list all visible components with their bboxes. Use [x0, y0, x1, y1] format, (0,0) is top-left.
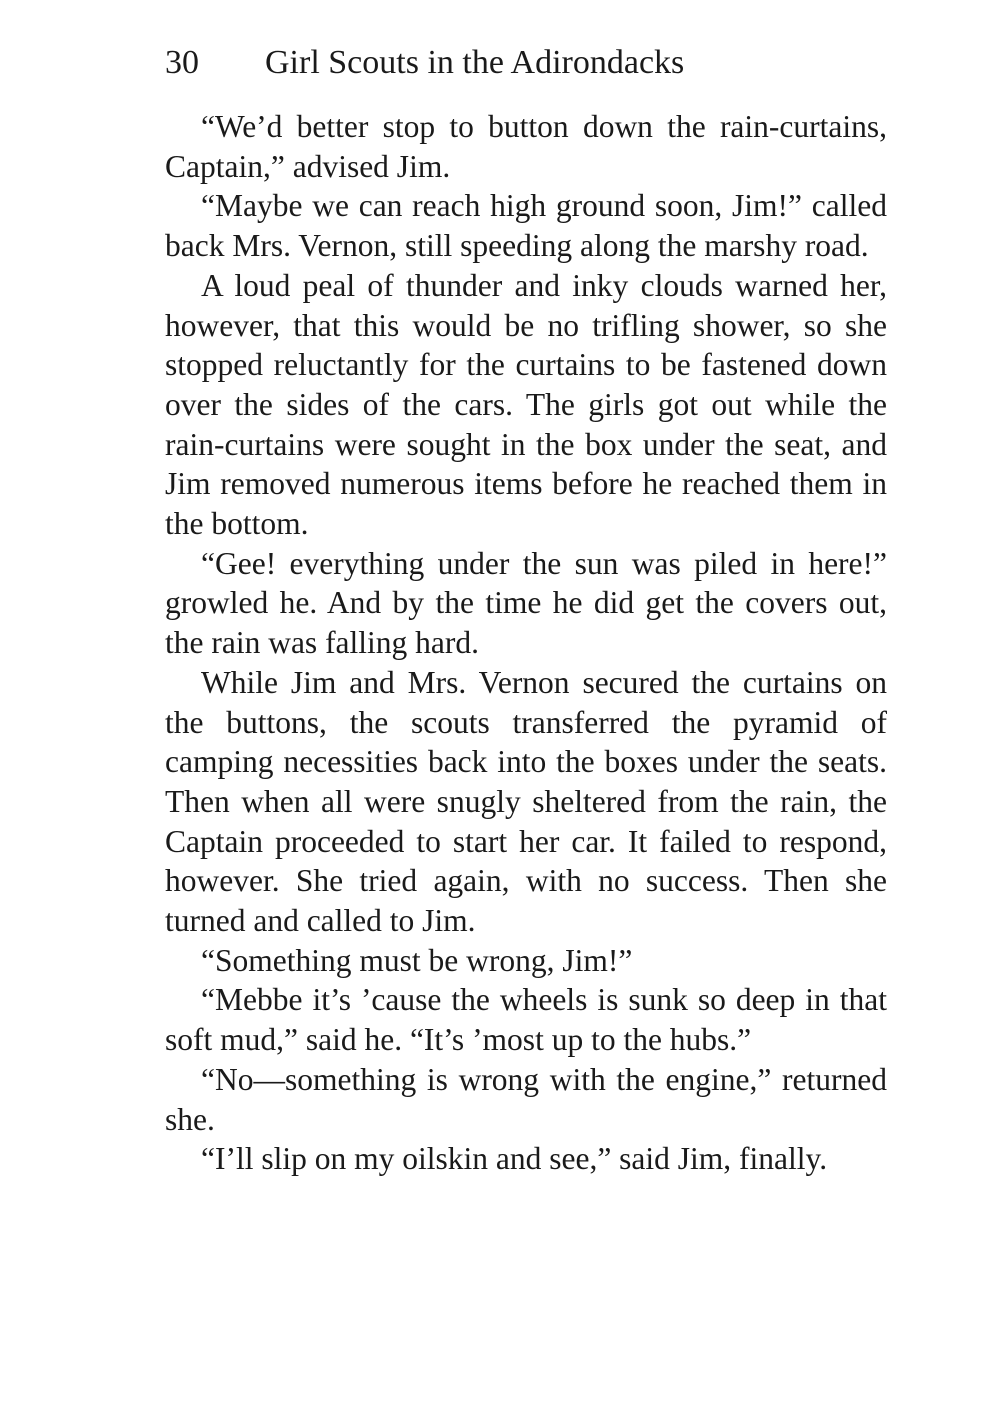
paragraph: “No—something is wrong with the engine,” returned she.: [165, 1061, 887, 1137]
paragraph: “Gee! everything under the sun was piled in here!” growled he. And by the time he did get the covers out, the rain was falling hard.: [165, 545, 887, 661]
paragraph: “I’ll slip on my oilskin and see,” said Jim, finally.: [201, 1141, 828, 1177]
paragraph: “Maybe we can reach high ground soon, Jim!” called back Mrs. Vernon, still speeding along the marshy road.: [165, 188, 887, 264]
running-title: Girl Scouts in the Adirondacks: [265, 44, 685, 81]
paragraph: “We’d better stop to button down the rain-curtains, Captain,” advised Jim.: [165, 109, 887, 184]
paragraph: “Something must be wrong, Jim!”: [201, 942, 633, 978]
paragraph: “Mebbe it’s ’cause the wheels is sunk so deep in that soft mud,” said he. “It’s ’most up to the hubs.”: [165, 982, 887, 1058]
paragraph: While Jim and Mrs. Vernon secured the curtains on the buttons, the scouts transferred the pyramid of camping necessities back into the boxes under the seats. Then when all were snugly sheltered from the rain, the Captain proceeded to start her car. It failed to respond, however. She tried again, with no success. Then she turned and called to Jim.: [165, 664, 887, 939]
paragraph: A loud peal of thunder and inky clouds warned her, however, that this would be no trifling shower, so she stopped reluctantly for the curtains to be fastened down over the sides of the cars. The girls got out while the rain-curtains were sought in the box under the seat, and Jim removed numerous items before he reached them in the bottom.: [165, 267, 887, 542]
body-text: [165, 107, 887, 1179]
running-header: [165, 38, 885, 88]
page-number: 30: [165, 44, 199, 81]
